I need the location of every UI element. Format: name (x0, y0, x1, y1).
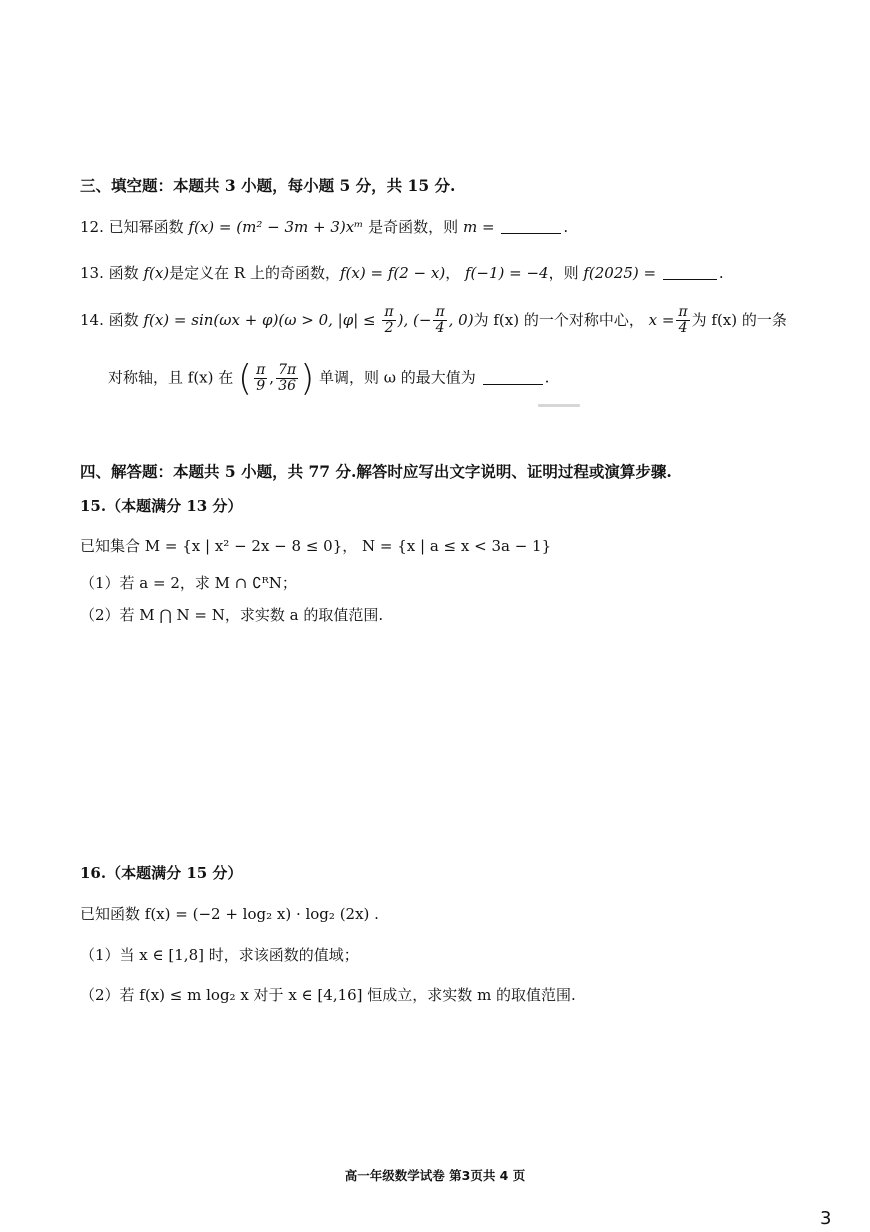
question-text: 对称轴，且 f(x) 在 (108, 368, 234, 387)
section-4-heading: 四、解答题：本题共 5 小题，共 77 分.解答时应写出文字说明、证明过程或演算步骤. (80, 462, 672, 481)
math-expression: x = (648, 310, 675, 329)
question-15-title: 15.（本题满分 13 分） (80, 497, 243, 515)
answer-label: m = (462, 218, 495, 236)
question-text: 函数 (108, 310, 139, 329)
question-text: 是定义在 R 上的奇函数， (169, 264, 340, 282)
fraction: $\frac{\pi}{2}$ (384, 304, 394, 337)
math-expression: f(−1) = −4 (464, 264, 549, 282)
answer-blank[interactable] (501, 218, 561, 234)
fraction: $\frac{\pi}{4}$ (435, 304, 445, 337)
page-footer: 高一年级数学试卷 第3页共 4 页 (344, 1168, 526, 1183)
fraction: $\frac{7\pi}{36}$ (278, 361, 297, 394)
math-expression: f(x) (143, 264, 170, 282)
question-16-stem: 已知函数 f(x) = (−2 + log₂ x) · log₂ (2x) . (80, 905, 379, 923)
question-text: 是奇函数，则 (368, 218, 459, 236)
answer-blank[interactable] (483, 369, 543, 385)
question-number: 12. (80, 218, 104, 236)
fraction: $\frac{\pi}{4}$ (678, 304, 688, 337)
question-15-stem: 已知集合 M = {x | x² − 2x − 8 ≤ 0}， N = {x | a ≤ x < 3a − 1} (80, 537, 552, 555)
answer-blank[interactable] (663, 264, 717, 280)
question-number: 14. (80, 310, 104, 329)
math-expression: f(x) = (m² − 3m + 3)xᵐ (188, 218, 364, 236)
question-text: 函数 (108, 264, 139, 282)
question-14 (80, 305, 787, 337)
question-text: 已知幂函数 (108, 218, 184, 236)
question-text: 单调，则 ω 的最大值为 (319, 368, 476, 387)
question-text: ，则 (548, 264, 579, 282)
question-14-continued: 对称轴，且 f(x) 在 ( $\frac{\pi}{9}$ , $\frac{7\pi}{36}$ ) 单调，则 ω 的最大值为 . (108, 358, 550, 399)
question-text: 为 f(x) 的一条 (691, 310, 787, 329)
question-16-part-1: （1）当 x ∈ [1,8] 时，求该函数的值域； (80, 946, 359, 964)
question-16-part-2: （2）若 f(x) ≤ m log₂ x 对于 x ∈ [4,16] 恒成立，求实数 m 的取值范围. (80, 986, 576, 1004)
math-expression: f(x) = sin(ωx + φ)(ω > 0, |φ| ≤ (143, 310, 376, 329)
question-13: 13. 函数 f(x)是定义在 R 上的奇函数，f(x) = f(2 − x)， f(−1) = −4，则 f(2025) = . (80, 264, 724, 282)
fraction: $\frac{\pi}{9}$ (256, 361, 266, 394)
question-12: 12. 已知幂函数 f(x) = (m² − 3m + 3)xᵐ 是奇函数，则 m = . (80, 218, 569, 236)
question-number: 13. (80, 264, 104, 282)
page-number: 3 (820, 1208, 832, 1229)
math-expression: ), (− (397, 310, 432, 329)
scan-smudge (538, 404, 580, 407)
math-expression: , 0) (448, 310, 474, 329)
math-expression: f(x) = f(2 − x) (340, 264, 446, 282)
question-15-part-2: （2）若 M ⋂ N = N，求实数 a 的取值范围. (80, 606, 384, 624)
section-3-heading: 三、填空题：本题共 3 小题，每小题 5 分，共 15 分. (80, 176, 456, 195)
question-text: 为 f(x) 的一个对称中心， (473, 310, 644, 329)
answer-label: f(2025) = (583, 264, 657, 282)
question-15-part-1: （1）若 a = 2，求 M ∩ ∁ᴿN； (80, 574, 297, 592)
question-16-title: 16.（本题满分 15 分） (80, 864, 243, 882)
